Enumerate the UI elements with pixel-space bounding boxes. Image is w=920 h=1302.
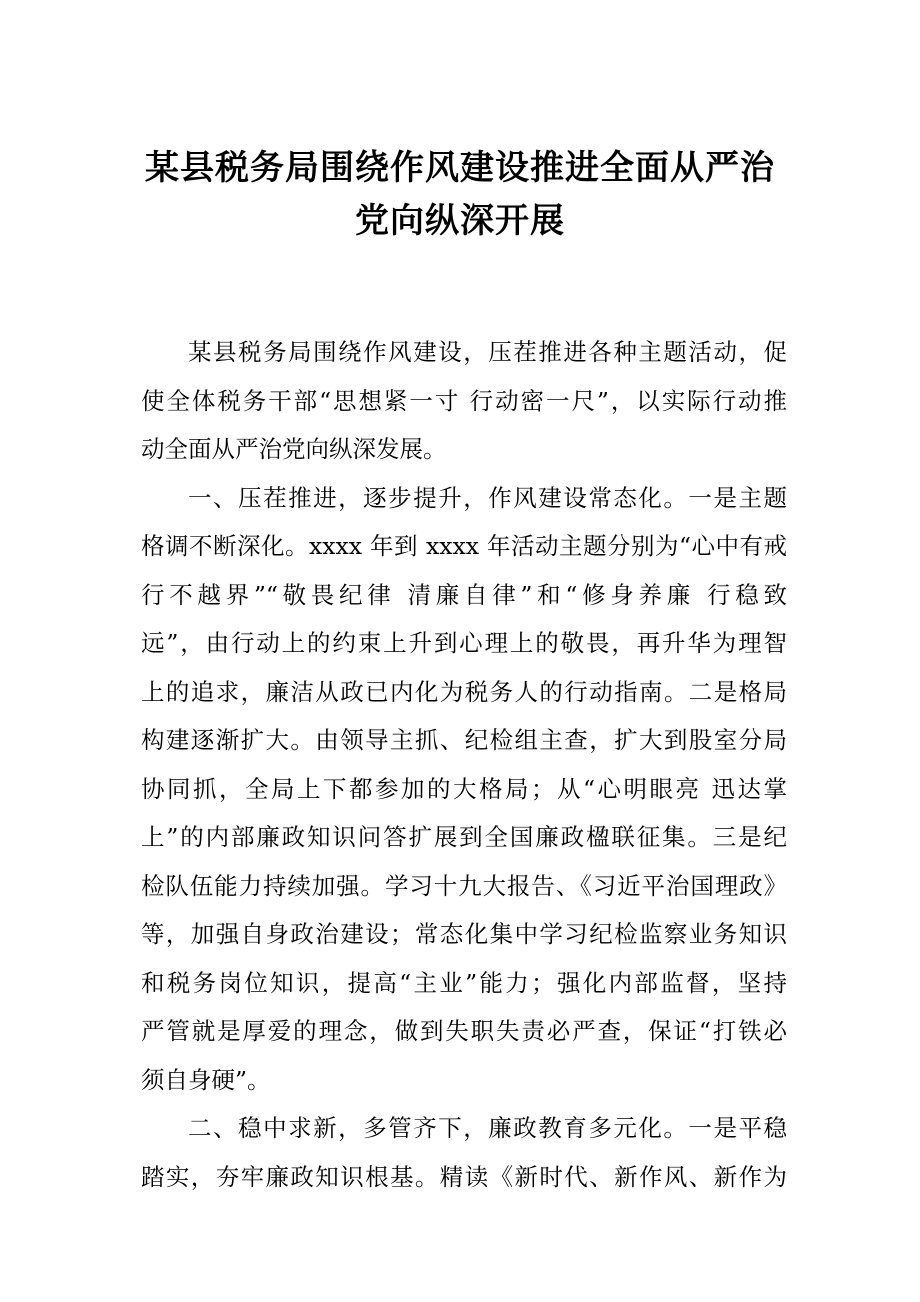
document-title — [120, 142, 800, 248]
body-line: 严管就是厚爱的理念，做到失职失责必严查，保证“打铁必 — [141, 1017, 787, 1045]
body-line: 等，加强自身政治建设；常态化集中学习纪检监察业务知识 — [141, 920, 787, 948]
body-line: 二、稳中求新，多管齐下，廉政教育多元化。一是平稳 — [188, 1114, 787, 1142]
body-line: 上”的内部廉政知识问答扩展到全国廉政楹联征集。三是纪 — [141, 823, 787, 851]
body-line: 协同抓，全局上下都参加的大格局；从“心明眼亮 迅达掌 — [141, 774, 787, 803]
body-line: 行不越界”“敬畏纪律 清廉自律”和“修身养廉 行稳致 — [141, 580, 787, 609]
body-line: 某县税务局围绕作风建设，压茬推进各种主题活动，促 — [188, 338, 787, 366]
body-line: 远”，由行动上的约束上升到心理上的敬畏，再升华为理智 — [141, 629, 787, 657]
body-line: 动全面从严治党向纵深发展。 — [141, 435, 447, 463]
body-line: 使全体税务干部“思想紧一寸 行动密一尺”，以实际行动推 — [141, 386, 787, 415]
document-body — [141, 328, 787, 1201]
body-line: 和税务岗位知识，提高“主业”能力；强化内部监督，坚持 — [141, 968, 787, 997]
body-line: 上的追求，廉洁从政已内化为税务人的行动指南。二是格局 — [141, 677, 787, 706]
body-line: 格调不断深化。xxxx 年到 xxxx 年活动主题分别为“心中有戒 — [141, 532, 787, 560]
body-line: 一、压茬推进，逐步提升，作风建设常态化。一是主题 — [188, 483, 787, 512]
body-line: 须自身硬”。 — [141, 1065, 271, 1094]
body-line: 检队伍能力持续加强。学习十九大报告、《习近平治国理政》 — [141, 871, 787, 900]
title-line-2: 党向纵深开展 — [355, 201, 565, 241]
title-line-1: 某县税务局围绕作风建设推进全面从严治 — [145, 148, 775, 188]
body-line: 踏实，夯牢廉政知识根基。精读《新时代、新作风、新作为 — [141, 1162, 787, 1191]
body-line: 构建逐渐扩大。由领导主抓、纪检组主查，扩大到股室分局 — [141, 726, 787, 754]
